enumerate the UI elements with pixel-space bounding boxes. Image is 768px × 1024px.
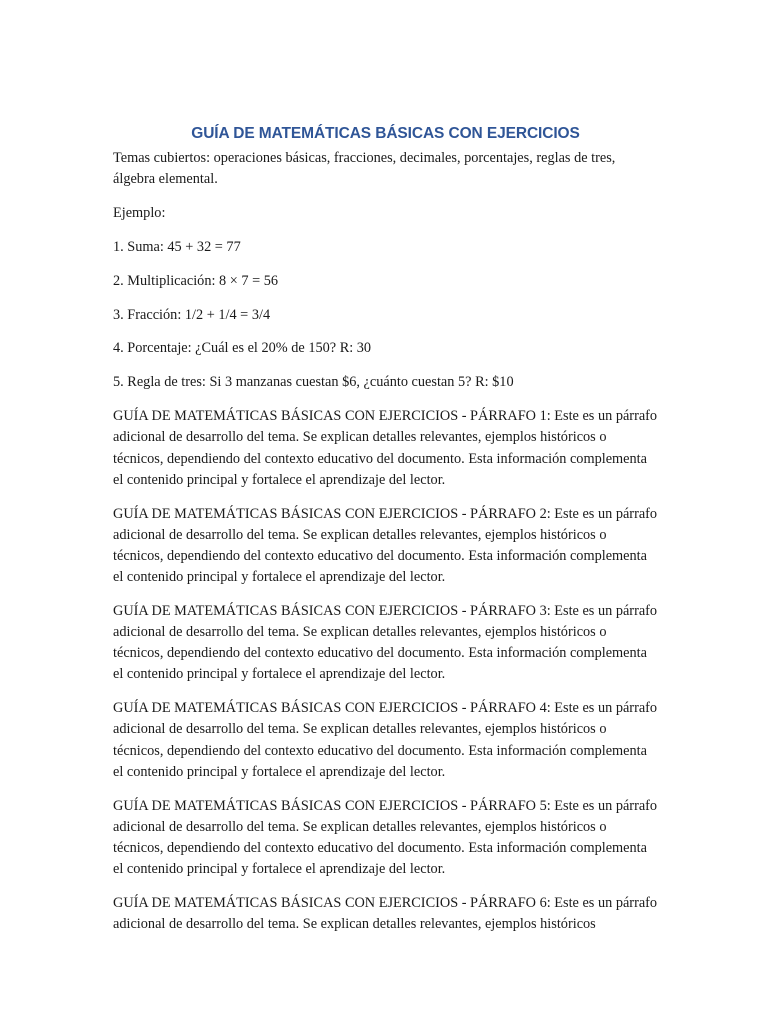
body-paragraph: GUÍA DE MATEMÁTICAS BÁSICAS CON EJERCICIOS - PÁRRAFO 5: Este es un párrafo adicional de desarrollo del tema. Se explican detalles relevantes, ejemplos históricos o técnicos, dependiendo del contexto educativo del documento. Esta información complementa el contenido principal y fortalece el aprendizaje del lector. (113, 797, 658, 878)
example-item: 1. Suma: 45 + 32 = 77 (113, 238, 241, 255)
body-paragraph: GUÍA DE MATEMÁTICAS BÁSICAS CON EJERCICIOS - PÁRRAFO 3: Este es un párrafo adicional de desarrollo del tema. Se explican detalles relevantes, ejemplos históricos o técnicos, dependiendo del contexto educativo del documento. Esta información complementa el contenido principal y fortalece el aprendizaje del lector. (113, 602, 658, 683)
body-paragraph: GUÍA DE MATEMÁTICAS BÁSICAS CON EJERCICIOS - PÁRRAFO 6: Este es un párrafo adicional de desarrollo del tema. Se explican detalles relevantes, ejemplos históricos (113, 894, 658, 933)
example-item: 3. Fracción: 1/2 + 1/4 = 3/4 (113, 306, 271, 323)
body-paragraph: GUÍA DE MATEMÁTICAS BÁSICAS CON EJERCICIOS - PÁRRAFO 4: Este es un párrafo adicional de desarrollo del tema. Se explican detalles relevantes, ejemplos históricos o técnicos, dependiendo del contexto educativo del documento. Esta información complementa el contenido principal y fortalece el aprendizaje del lector. (113, 700, 658, 780)
body-paragraph: GUÍA DE MATEMÁTICAS BÁSICAS CON EJERCICIOS - PÁRRAFO 1: Este es un párrafo adicional de desarrollo del tema. Se explican detalles relevantes, ejemplos históricos o técnicos, dependiendo del contexto educativo del documento. Esta información complementa el contenido principal y fortalece el aprendizaje del lector. (113, 408, 658, 488)
example-item: 4. Porcentaje: ¿Cuál es el 20% de 150? R: 30 (113, 340, 372, 357)
example-item: 2. Multiplicación: 8 × 7 = 56 (113, 272, 279, 289)
document-page (113, 122, 658, 948)
document-title: GUÍA DE MATEMÁTICAS BÁSICAS CON EJERCICIOS (191, 125, 580, 142)
example-item: 5. Regla de tres: Si 3 manzanas cuestan $6, ¿cuánto cuestan 5? R: $10 (113, 374, 514, 391)
intro-paragraph: Temas cubiertos: operaciones básicas, fracciones, decimales, porcentajes, reglas de tres, álgebra elemental. (113, 150, 616, 188)
body-paragraph: GUÍA DE MATEMÁTICAS BÁSICAS CON EJERCICIOS - PÁRRAFO 2: Este es un párrafo adicional de desarrollo del tema. Se explican detalles relevantes, ejemplos históricos o técnicos, dependiendo del contexto educativo del documento. Esta información complementa el contenido principal y fortalece el aprendizaje del lector. (113, 505, 658, 586)
example-heading: Ejemplo: (113, 204, 166, 221)
